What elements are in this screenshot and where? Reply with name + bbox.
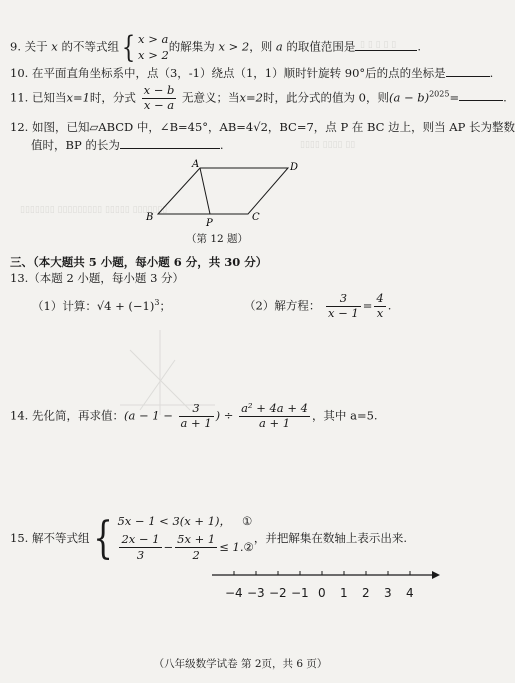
- q9-end: .: [417, 39, 422, 54]
- q13-fraction-1: [326, 292, 361, 321]
- label-d: D: [290, 162, 299, 173]
- le: ≤ 1.: [219, 539, 244, 554]
- denominator: a + 1: [180, 415, 212, 430]
- circled-2: ②: [243, 539, 254, 554]
- q13-fraction-2: [374, 292, 385, 321]
- bleed-through-text: ▯▯▯▯▯▯▯ ▯▯▯▯▯▯▯▯▯ ▯▯▯▯▯ ▯▯▯▯▯▯▯: [20, 205, 168, 215]
- q11-text: 时，分式: [89, 90, 136, 105]
- number-line-label: 3: [384, 586, 392, 600]
- question-12: [10, 121, 515, 153]
- q15-ineq-2: [117, 532, 253, 564]
- answer-blank[interactable]: [446, 76, 490, 77]
- section-3-header: 三、（本大题共 5 小题，每小题 6 分，共 30 分）: [10, 255, 268, 269]
- numerator: 4: [376, 291, 384, 305]
- question-14: [10, 402, 378, 431]
- number-line-label: −2: [269, 586, 287, 600]
- numerator: 5x + 1: [175, 532, 217, 549]
- denominator: 2: [192, 548, 200, 563]
- q13-header: 13.（本题 2 小题，每小题 3 分）: [10, 271, 185, 285]
- q14-fraction-2: [239, 402, 310, 431]
- q9-ineq-1: x > a: [138, 32, 169, 46]
- ineq-text: 5x − 1 < 3(x + 1)，: [117, 514, 232, 528]
- bleed-through-text: ▯ ▯ ▯ ▯ ▯: [360, 40, 397, 50]
- answer-blank[interactable]: [355, 50, 417, 51]
- number-line-label: −1: [291, 586, 309, 600]
- question-15: [10, 514, 407, 564]
- answer-blank[interactable]: [120, 148, 220, 149]
- q11-text: 11. 已知当: [10, 90, 67, 105]
- q9-text: 关于: [24, 39, 48, 54]
- denominator: a + 1: [258, 415, 291, 430]
- arrow-right-icon: [432, 571, 440, 579]
- q14-text: 14. 先化简，再求值：: [10, 408, 124, 423]
- q9-var: x: [51, 39, 58, 54]
- numerator: x − b: [143, 83, 175, 97]
- q12-end: .: [219, 137, 224, 152]
- denominator: 3: [136, 548, 145, 563]
- number-line-label: 1: [340, 586, 348, 600]
- numerator: 3: [326, 292, 361, 307]
- q9-ineq-2: x > 2: [138, 47, 169, 62]
- q11-end: .: [503, 90, 507, 105]
- q11-exponent: 2025: [429, 89, 450, 99]
- q11-fraction: [142, 84, 177, 113]
- q13-eq: =: [362, 298, 373, 313]
- q15-text: 15. 解不等式组: [10, 530, 90, 545]
- q13-part-1: [32, 298, 171, 314]
- denominator: x − a: [143, 97, 175, 112]
- q15-text: ，并把解集在数轴上表示出来.: [253, 530, 407, 545]
- q14-text: ，其中 a=5.: [311, 408, 378, 423]
- q11-expr: (a − b): [388, 90, 430, 105]
- q9-text: 的不等式组: [61, 39, 119, 54]
- segment-ap: [200, 168, 210, 214]
- figure-caption: （第 12 题）: [186, 233, 249, 245]
- q14-expr: (a − 1 −: [123, 408, 173, 423]
- brace: {: [121, 29, 136, 65]
- numerator: 2x − 1: [119, 532, 161, 549]
- q13-part1-expr: √4 + (−1): [96, 298, 155, 313]
- numerator: 3: [179, 402, 214, 417]
- q13-part-2: [244, 292, 391, 321]
- q13-part2-label: （2）解方程：: [244, 298, 321, 313]
- q13-part1-end: ；: [159, 298, 171, 313]
- q12-line-2: 值时，BP 的长为: [31, 137, 120, 152]
- brace: {: [93, 512, 114, 564]
- q13-exponent: 3: [154, 298, 160, 307]
- page-footer: （八年级数学试卷 第 2页，共 6 页）: [153, 658, 328, 670]
- q9-number: 9.: [10, 39, 21, 54]
- number-line-label: −3: [247, 586, 265, 600]
- q11-cond: x=2: [239, 90, 263, 105]
- q9-solution: x > 2: [218, 39, 250, 54]
- q9-text: 的解集为: [168, 39, 215, 54]
- numerator: a² + 4a + 4: [241, 401, 308, 415]
- minus: −: [163, 539, 174, 554]
- q15-system: [117, 514, 253, 564]
- q13-end: .: [387, 298, 392, 313]
- q9-var: a: [275, 39, 283, 54]
- q10-text: 10. 在平面直角坐标系中，点（3，-1）绕点（1，1）顺时针旋转 90°后的点的坐标是: [10, 66, 446, 80]
- q14-fraction-1: [179, 402, 214, 431]
- denominator: x − 1: [327, 305, 359, 320]
- q9-text: ，则: [249, 39, 273, 54]
- label-a: A: [192, 159, 200, 170]
- denominator: x: [376, 305, 384, 320]
- parallelogram-abcd: [158, 168, 288, 214]
- q13-part1-label: （1）计算：: [32, 298, 97, 313]
- question-11: [10, 84, 507, 113]
- circled-1: ①: [241, 514, 253, 528]
- label-c: C: [252, 212, 260, 223]
- label-b: B: [146, 212, 154, 223]
- number-line-label: 0: [318, 586, 326, 600]
- parallelogram-figure: [140, 158, 320, 230]
- q15-ineq-1: [117, 514, 253, 530]
- number-line-label: 4: [406, 586, 414, 600]
- q9-text: 的取值范围是: [286, 39, 356, 54]
- label-p: P: [206, 218, 213, 229]
- q14-expr: ) ÷: [215, 408, 234, 423]
- fraction: [175, 532, 217, 564]
- q11-text: 时，此分式的值为 0，则: [262, 90, 389, 105]
- question-9: [10, 29, 422, 65]
- number-line-label: −4: [225, 586, 243, 600]
- number-line-label: 2: [362, 586, 370, 600]
- q12-line-1: 12. 如图，已知▱ABCD 中，∠B=45°，AB=4√2，BC=7，点 P 在 BC 边上，则当 AP 长为整数: [10, 120, 515, 134]
- q9-system: [138, 32, 169, 63]
- fraction: [119, 532, 161, 564]
- q10-end: .: [489, 66, 494, 80]
- bleed-through-text: ▯▯▯▯ ▯▯▯▯ ▯▯: [300, 140, 356, 150]
- question-10: [10, 67, 493, 81]
- q11-eq: =: [449, 90, 460, 105]
- q11-text: 无意义；当: [182, 90, 240, 105]
- q11-cond: x=1: [66, 90, 90, 105]
- answer-blank[interactable]: [459, 100, 503, 101]
